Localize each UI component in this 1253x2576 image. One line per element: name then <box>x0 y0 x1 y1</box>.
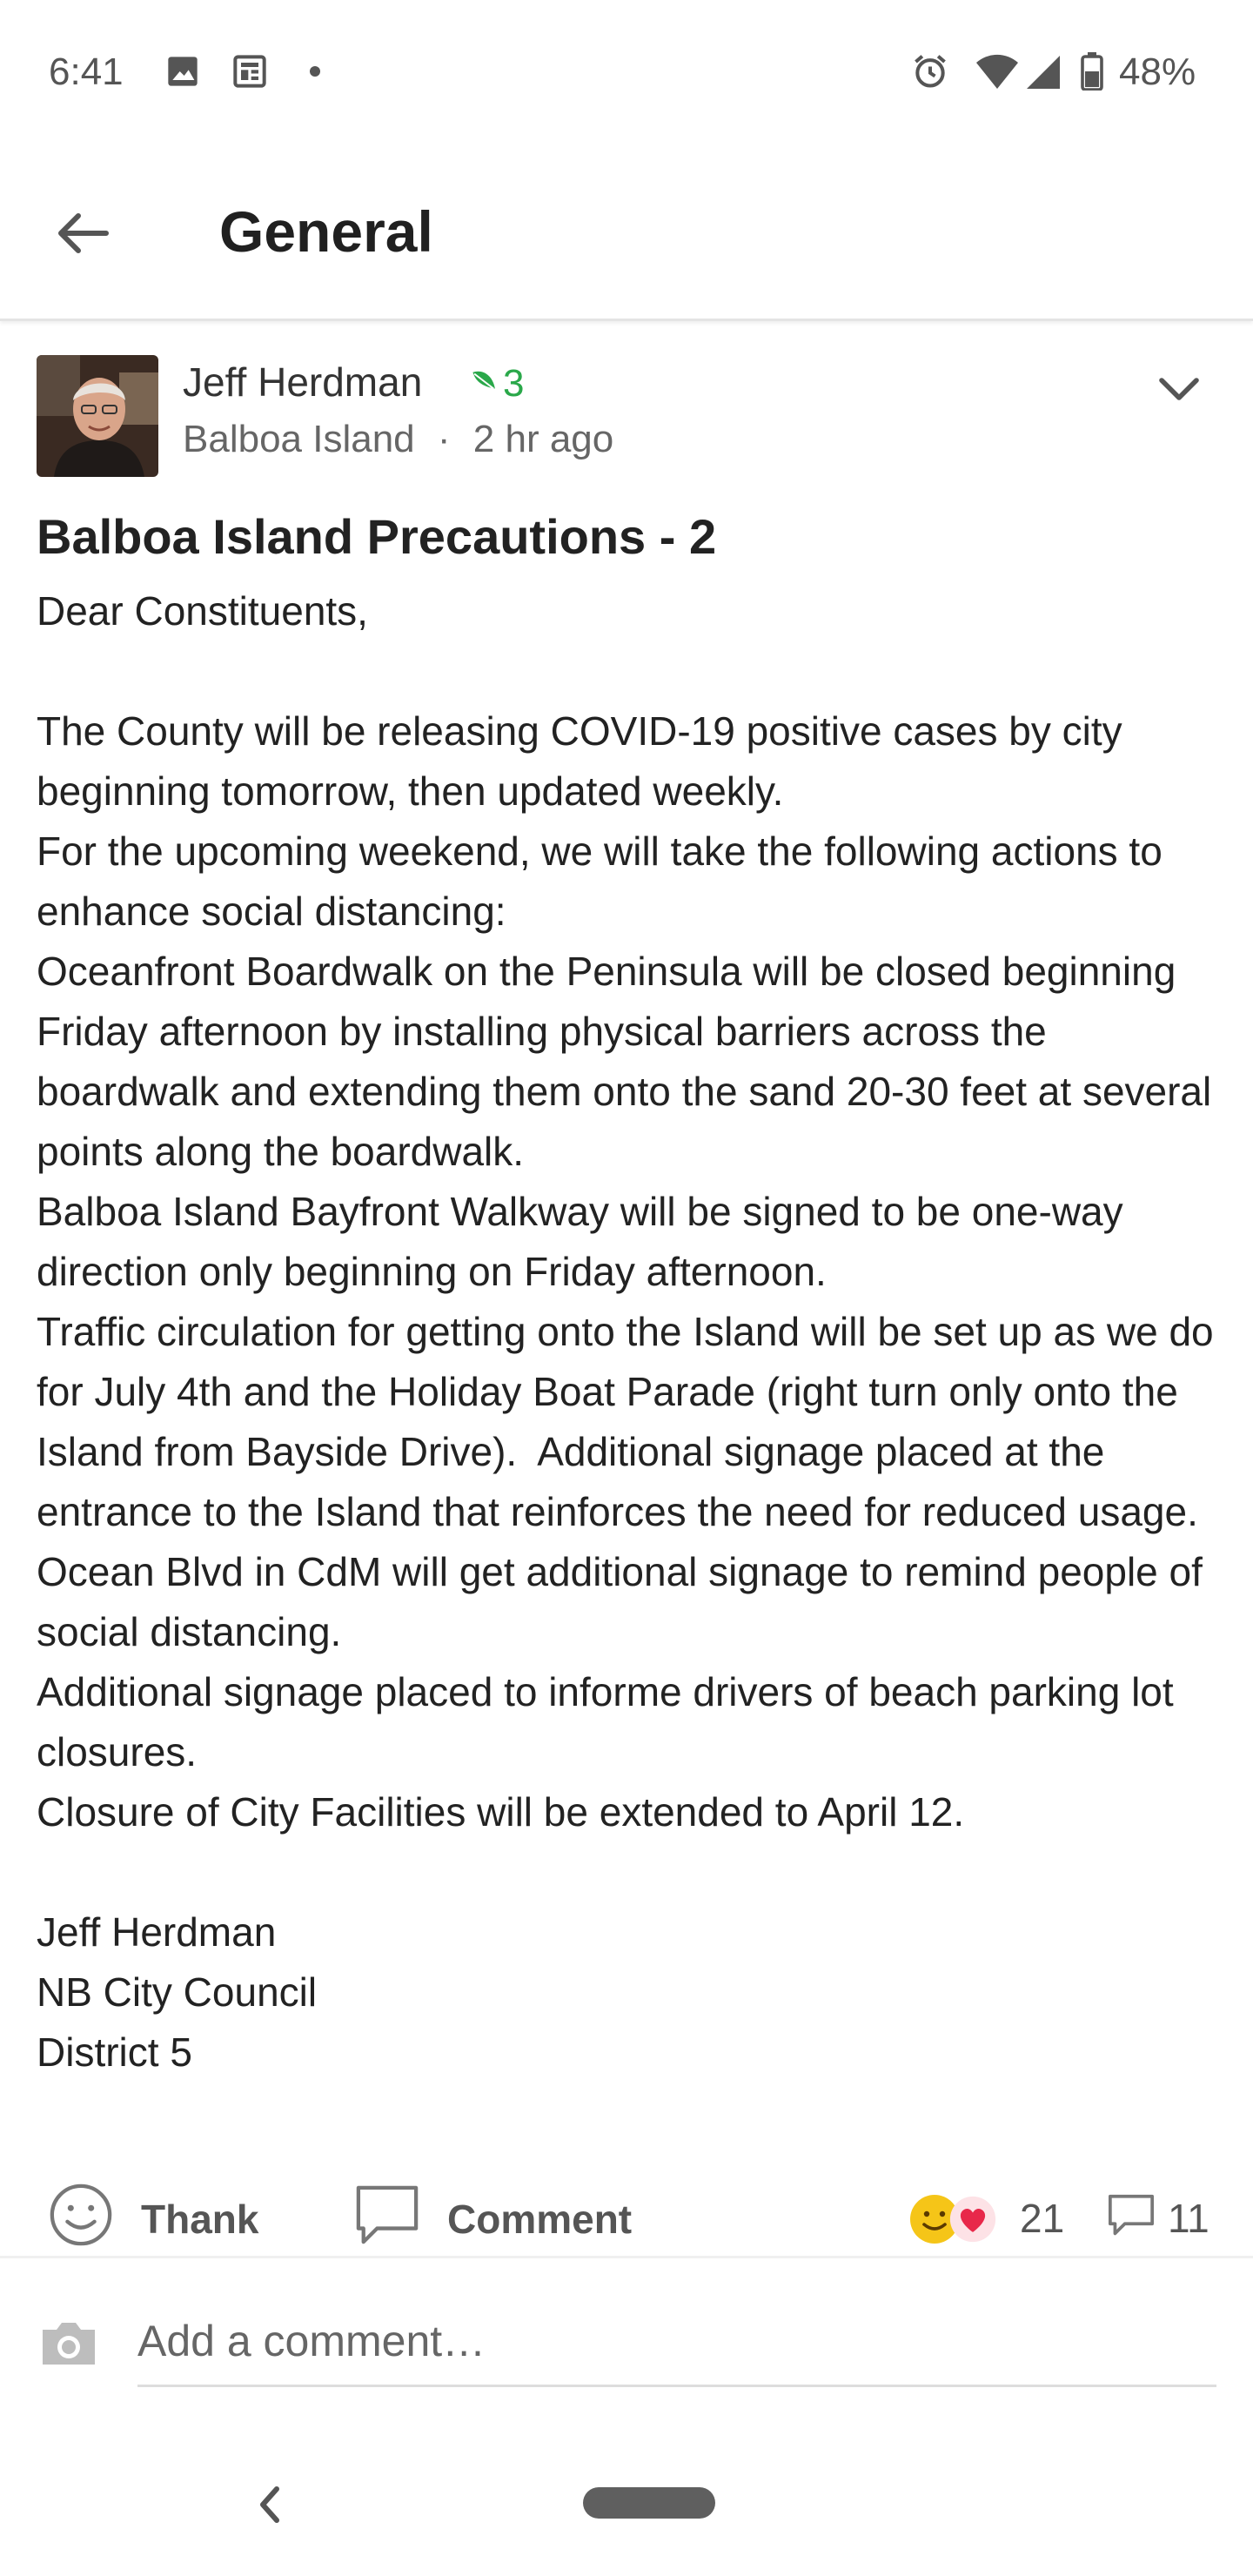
news-icon <box>228 52 271 91</box>
neighborhood-link[interactable]: Balboa Island <box>183 418 415 460</box>
badge-count: 3 <box>503 362 525 405</box>
alarm-icon <box>908 52 952 91</box>
comment-label: Comment <box>447 2197 633 2242</box>
speech-bubble-icon <box>353 2183 421 2257</box>
status-bar <box>0 0 1253 148</box>
avatar[interactable] <box>37 355 158 477</box>
thank-label: Thank <box>141 2197 259 2242</box>
nav-home-pill[interactable] <box>583 2487 715 2519</box>
signal-icon <box>1022 52 1063 91</box>
screen-title: General <box>219 199 433 264</box>
thank-button[interactable] <box>47 2184 258 2254</box>
heart-emoji-icon <box>948 2195 997 2248</box>
meta-separator: · <box>437 418 451 460</box>
app-bar <box>0 148 1253 321</box>
divider <box>0 2256 1253 2258</box>
post-menu-button[interactable] <box>1149 366 1209 418</box>
battery-icon <box>1079 52 1105 91</box>
nav-back-button[interactable] <box>252 2480 287 2532</box>
chevron-down-icon <box>1158 377 1200 407</box>
post-meta <box>183 418 613 461</box>
comment-count-icon <box>1107 2193 1156 2243</box>
reaction-count[interactable]: 21 <box>1020 2196 1065 2241</box>
comment-input[interactable] <box>137 2298 1216 2387</box>
camera-icon <box>37 2318 100 2374</box>
reactions-summary[interactable] <box>908 2193 1004 2245</box>
image-icon <box>164 52 202 91</box>
author-name[interactable]: Jeff Herdman <box>183 359 423 405</box>
arrow-left-icon <box>57 212 110 258</box>
back-button[interactable] <box>49 200 118 270</box>
post-time: 2 hr ago <box>472 418 614 460</box>
post-actions <box>0 2167 1253 2263</box>
dot-icon <box>306 52 324 91</box>
chevron-left-icon <box>258 2485 282 2528</box>
smiley-icon <box>47 2181 115 2258</box>
status-time: 6:41 <box>49 50 124 93</box>
battery-percentage: 48% <box>1119 50 1196 93</box>
camera-button[interactable] <box>37 2315 101 2376</box>
author-badge <box>470 362 524 406</box>
wifi-icon <box>973 52 1022 91</box>
leaf-icon <box>470 362 499 406</box>
comment-button[interactable] <box>353 2184 632 2254</box>
comment-count[interactable]: 11 <box>1168 2196 1209 2241</box>
post-title: Balboa Island Precautions - 2 <box>37 509 717 564</box>
post-body: Dear Constituents, The County will be releasing COVID-19 positive cases by city beginning tomorrow, then updated weekly. For the upcoming weekend, we will take the following actions to enhance social distancing: Oceanfront Boardwalk on the Peninsula will be closed beginning Friday afternoon by installing physical barriers across the boardwalk and extending them onto the sand 20-30 feet at several points along the boardwalk. Balboa Island Bayfront Walkway will be signed to be one-way direction only beginning on Friday afternoon. Traffic circulation for getting onto the Island will be set up as we do for July 4th and the Holiday Boat Parade (right turn only onto the Island from Bayside Drive). Additional signage placed at the entrance to the Island that reinforces the need for reduced usage. Ocean Blvd in CdM will get additional signage to remind people of social distancing. Additional signage placed to informe drivers of beach parking lot closures. Closure of City Facilities will be extended to April 12. Jeff Herdman NB City Council District 5 <box>37 588 1214 2075</box>
